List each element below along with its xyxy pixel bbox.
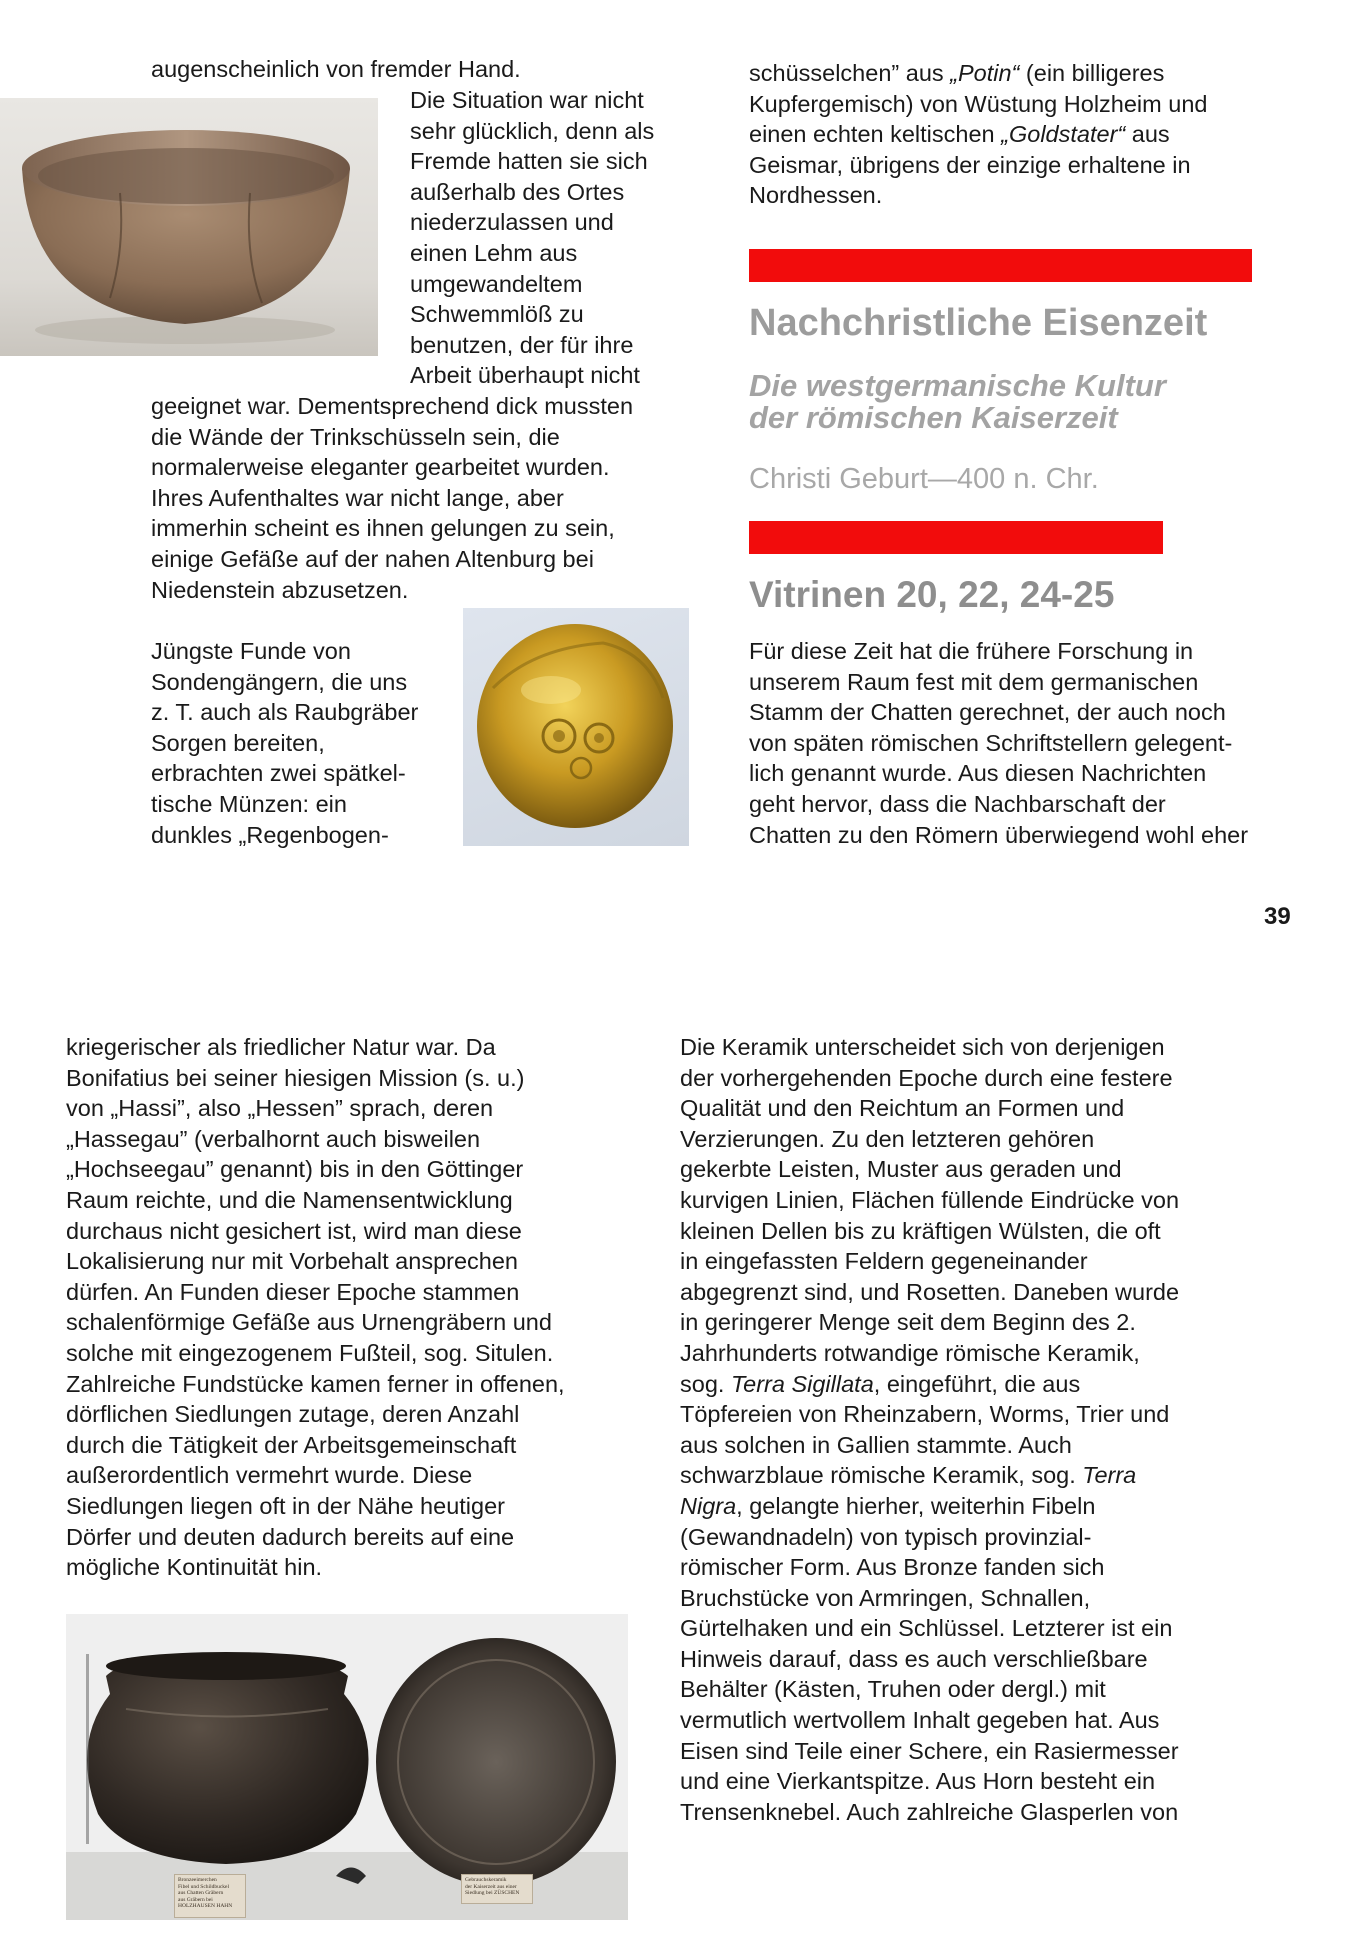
text-line: z. T. auch als Raubgräber: [151, 699, 419, 726]
bowl-illustration: [0, 98, 378, 356]
text-line: lich genannt wurde. Aus diesen Nachrichten: [749, 760, 1207, 787]
text-line: einige Gefäße auf der nahen Altenburg bei: [151, 545, 594, 572]
text-line: die Wände der Trinkschüsseln sein, die: [151, 423, 560, 450]
ceramic-bowl-photo: [0, 98, 378, 356]
text-line: Sondengängern, die uns: [151, 668, 408, 695]
text-line: einen Lehm aus: [410, 239, 578, 266]
coin-illustration: [463, 608, 689, 846]
italic-term: Nigra: [680, 1492, 737, 1519]
text-line: gekerbte Leisten, Muster aus geraden und: [680, 1156, 1122, 1183]
label-line: Bronzeeimerchen: [178, 1877, 217, 1883]
subtitle-line: der römischen Kaiserzeit: [749, 400, 1118, 435]
text-line: Die Keramik unterscheidet sich von derjenigen: [680, 1034, 1165, 1060]
text-line: geht hervor, dass die Nachbarschaft der: [749, 790, 1166, 817]
text-line: umgewandeltem: [410, 270, 583, 297]
text-line: [680, 1369, 1179, 1400]
text-span: einen echten keltischen: [749, 121, 1002, 148]
text-line: [680, 1491, 1179, 1522]
text-line: sehr glücklich, denn als: [410, 117, 655, 144]
text-line: immerhin scheint es ihnen gelungen zu sein,: [151, 515, 615, 542]
text-line: Sorgen bereiten,: [151, 729, 325, 756]
text-bottom-left: [66, 1032, 565, 1583]
label-line: HOLZHAUSEN HAHN: [178, 1903, 233, 1909]
text-line: und eine Vierkantspitze. Aus Horn besteht ein: [680, 1768, 1156, 1795]
subtitle-line: Die westgermanische Kultur: [749, 368, 1166, 403]
vitrinen-heading: Vitrinen 20, 22, 24-25: [749, 574, 1115, 615]
text-line: Dörfer und deuten dadurch bereits auf eine: [66, 1523, 515, 1550]
text-line: dürfen. An Funden dieser Epoche stammen: [66, 1278, 520, 1305]
text-line: in eingefassten Feldern gegeneinander: [680, 1248, 1088, 1275]
text-line: aus solchen in Gallien stammte. Auch: [680, 1431, 1072, 1458]
text-top-left-b: [410, 85, 654, 391]
text-line: unserem Raum fest mit dem germanischen: [749, 668, 1199, 695]
text-line: Für diese Zeit hat die frühere Forschung in: [749, 638, 1194, 664]
text-line: kriegerischer als friedlicher Natur war. Da: [66, 1034, 496, 1060]
text-top-left-c: [151, 391, 633, 605]
text-line: von „Hassi”, also „Hessen” sprach, deren: [66, 1095, 494, 1122]
page-number: 39: [1264, 903, 1291, 930]
text-line: durch die Tätigkeit der Arbeitsgemeinschaft: [66, 1431, 517, 1458]
text-line: dunkles „Regenbogen-: [151, 821, 389, 848]
text-line: Hinweis darauf, dass es auch verschließbare: [680, 1645, 1148, 1672]
text-line: niederzulassen und: [410, 209, 614, 236]
text-line: dörflichen Siedlungen zutage, deren Anzahl: [66, 1401, 520, 1428]
text-span: , gelangte hierher, weiterhin Fibeln: [736, 1492, 1096, 1519]
text-span: schüsselchen” aus: [749, 60, 951, 86]
text-line: augenscheinlich von fremder Hand.: [151, 56, 521, 82]
text-line: von späten römischen Schriftstellern gelegent-: [749, 729, 1233, 756]
text-line: [749, 58, 1207, 89]
text-top-right-intro: [749, 58, 1207, 211]
exhibit-label-left: [174, 1874, 246, 1918]
text-line: Jahrhunderts rotwandige römische Keramik,: [680, 1339, 1140, 1366]
italic-term: „Potin“: [950, 60, 1020, 86]
text-line: vermutlich wertvollem Inhalt gegeben hat. Aus: [680, 1707, 1160, 1734]
text-line: Jüngste Funde von: [151, 638, 351, 664]
text-line: Schwemmlöß zu: [410, 301, 584, 328]
red-divider-bar: [749, 249, 1252, 282]
text-line: kurvigen Linien, Flächen füllende Eindrücke von: [680, 1186, 1180, 1213]
text-top-left-a: [151, 54, 521, 85]
text-line: der vorhergehenden Epoche durch eine festere: [680, 1064, 1173, 1091]
text-line: Behälter (Kästen, Truhen oder dergl.) mit: [680, 1676, 1106, 1703]
text-span: schwarzblaue römische Keramik, sog.: [680, 1462, 1083, 1489]
label-line: Gebrauchskeramik: [465, 1877, 507, 1883]
text-line: Niedenstein abzusetzen.: [151, 576, 409, 603]
section-title: Nachchristliche Eisenzeit: [749, 302, 1208, 344]
label-line: Siedlung bei ZÜSCHEN: [465, 1890, 520, 1896]
text-line: Geismar, übrigens der einzige erhaltene in: [749, 151, 1191, 178]
red-divider-bar: [749, 521, 1163, 554]
text-line: römischer Form. Aus Bronze fanden sich: [680, 1554, 1105, 1581]
italic-term: „Goldstater“: [1001, 121, 1126, 148]
text-top-right-body: [749, 636, 1248, 850]
text-line: Qualität und den Reichtum an Formen und: [680, 1095, 1125, 1122]
label-line: Fibel und Schildbuckel: [178, 1883, 230, 1890]
italic-term: Terra Sigillata: [730, 1370, 874, 1397]
text-line: außerhalb des Ortes: [410, 178, 625, 205]
section-subtitle: [749, 370, 1166, 434]
text-line: Raum reichte, und die Namensentwicklung: [66, 1186, 513, 1213]
text-line: geeignet war. Dementsprechend dick mussten: [151, 393, 634, 419]
text-line: Bonifatius bei seiner hiesigen Mission (s. u.): [66, 1064, 525, 1091]
label-line: der Kaiserzeit aus einer: [465, 1883, 517, 1890]
text-line: Stamm der Chatten gerechnet, der auch noch: [749, 699, 1226, 726]
text-span: , eingeführt, die aus: [873, 1370, 1081, 1397]
text-line: Ihres Aufenthaltes war nicht lange, aber: [151, 484, 564, 511]
text-line: außerordentlich vermehrt wurde. Diese: [66, 1462, 473, 1489]
text-line: schalenförmige Gefäße aus Urnengräbern und: [66, 1309, 552, 1336]
text-line: durchaus nicht gesichert ist, wird man diese: [66, 1217, 522, 1244]
text-line: mögliche Kontinuität hin.: [66, 1554, 323, 1581]
text-line: in geringerer Menge seit dem Beginn des 2.: [680, 1309, 1136, 1336]
label-line: aus Gräbern bei: [178, 1896, 213, 1903]
text-line: Eisen sind Teile einer Schere, ein Rasiermesser: [680, 1737, 1179, 1764]
text-line: Nordhessen.: [749, 182, 883, 209]
text-line: abgegrenzt sind, und Rosetten. Daneben wurde: [680, 1278, 1180, 1305]
text-line: Chatten zu den Römern überwiegend wohl eher: [749, 821, 1249, 848]
text-line: kleinen Dellen bis zu kräftigen Wülsten, die oft: [680, 1217, 1161, 1244]
text-span: (ein billigeres: [1019, 60, 1165, 86]
text-line: erbrachten zwei spätkel-: [151, 760, 406, 787]
text-line: (Gewandnadeln) von typisch provinzial-: [680, 1523, 1092, 1550]
text-line: Arbeit überhaupt nicht: [410, 362, 640, 389]
text-line: Verzierungen. Zu den letzteren gehören: [680, 1125, 1095, 1152]
text-line: „Hochseegau” genannt) bis in den Göttinger: [66, 1156, 524, 1183]
text-top-left-d: [151, 636, 418, 850]
text-line: „Hassegau” (verbalhornt auch bisweilen: [66, 1125, 481, 1152]
text-line: Kupfergemisch) von Wüstung Holzheim und: [749, 90, 1208, 117]
text-line: tische Münzen: ein: [151, 790, 347, 817]
text-line: [749, 119, 1207, 150]
text-line: normalerweise eleganter gearbeitet wurden.: [151, 454, 610, 481]
text-line: [680, 1460, 1179, 1491]
text-line: Fremde hatten sie sich: [410, 148, 648, 175]
pottery-vitrine-photo: [66, 1614, 628, 1920]
text-span: sog.: [680, 1370, 731, 1397]
exhibit-label-right: [461, 1874, 533, 1904]
text-line: Siedlungen liegen oft in der Nähe heutiger: [66, 1492, 505, 1519]
pottery-illustration: [66, 1614, 628, 1920]
text-line: Die Situation war nicht: [410, 87, 644, 113]
text-bottom-right: [680, 1032, 1179, 1827]
text-line: Zahlreiche Fundstücke kamen ferner in offenen,: [66, 1370, 565, 1397]
text-line: benutzen, der für ihre: [410, 331, 634, 358]
text-line: Töpfereien von Rheinzabern, Worms, Trier und: [680, 1401, 1170, 1428]
italic-term: Terra: [1082, 1462, 1137, 1489]
text-line: Bruchstücke von Armringen, Schnallen,: [680, 1584, 1091, 1611]
text-line: Trensenknebel. Auch zahlreiche Glasperlen von: [680, 1798, 1179, 1825]
text-line: Gürtelhaken und ein Schlüssel. Letzterer ist ein: [680, 1615, 1173, 1642]
text-line: solche mit eingezogenem Fußteil, sog. Situlen.: [66, 1339, 554, 1366]
label-line: aus Chatten Gräbern: [178, 1890, 224, 1896]
gold-coin-photo: [463, 608, 689, 846]
date-range: Christi Geburt—400 n. Chr.: [749, 463, 1099, 495]
text-span: aus: [1125, 121, 1170, 148]
text-line: Lokalisierung nur mit Vorbehalt ansprechen: [66, 1248, 518, 1275]
